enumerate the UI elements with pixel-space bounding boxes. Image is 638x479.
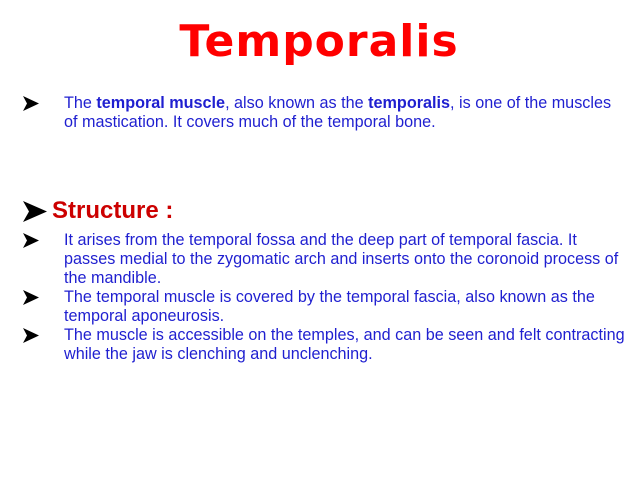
section-heading-text: Structure :: [52, 197, 174, 224]
intro-bold-term-2: temporalis: [368, 94, 451, 112]
intro-text-middle: , also known as the: [225, 94, 369, 112]
structure-bullet-text: It arises from the temporal fossa and the deep part of temporal fascia. It passes medial to the zygomatic arch and inserts onto the coronoid process of the mandible.: [64, 231, 619, 287]
structure-bullet: [22, 288, 626, 326]
section-heading: [22, 196, 173, 226]
intro-bold-term-1: temporal muscle: [96, 94, 226, 112]
intro-list: [22, 94, 626, 132]
intro-text-prefix: The: [64, 94, 97, 112]
arrowhead-bullet-icon: [22, 289, 40, 306]
intro-text-suffix: , is one of the muscles of mastication. It covers much of the temporal bone.: [64, 94, 612, 131]
structure-bullet-text: The temporal muscle is covered by the temporal fascia, also known as the temporal aponeurosis.: [64, 288, 595, 325]
structure-bullet-text: The muscle is accessible on the temples, and can be seen and felt contracting while the jaw is clenching and unclenching.: [64, 326, 625, 363]
slide-title: Temporalis: [179, 16, 459, 67]
arrowhead-bullet-icon: [22, 327, 40, 344]
arrowhead-bullet-icon: [22, 95, 40, 112]
structure-list: [22, 231, 626, 364]
arrowhead-bullet-icon: [22, 200, 48, 223]
intro-bullet: [22, 94, 626, 132]
arrowhead-bullet-icon: [22, 232, 40, 249]
structure-bullet: [22, 326, 626, 364]
structure-bullet: [22, 231, 626, 288]
